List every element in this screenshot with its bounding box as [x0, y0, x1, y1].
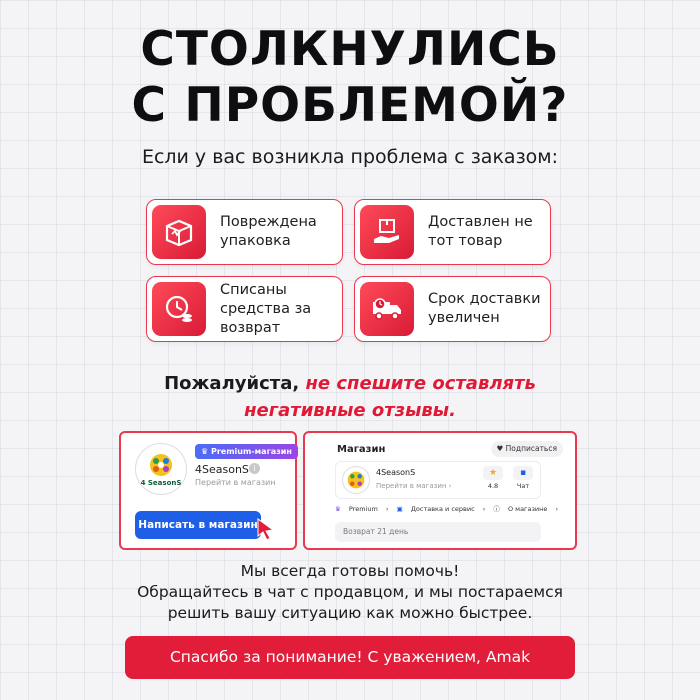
problem-label: Доставлен не тот товар: [428, 214, 533, 249]
shop-chips: [335, 504, 564, 513]
help-text: [0, 561, 700, 624]
chat-icon: ▪: [513, 466, 533, 480]
problem-label: Срок доставки увеличен: [428, 291, 541, 326]
subscribe-button[interactable]: [491, 441, 563, 457]
star-icon: ★: [483, 466, 503, 480]
shop-screenshot-left: [119, 431, 297, 550]
problem-card-delivery-delay: [354, 276, 551, 342]
thanks-banner: Спасибо за понимание! С уважением, Amak: [125, 636, 575, 679]
premium-badge: ♛ Premium-магазин: [195, 444, 298, 459]
return-info[interactable]: Возврат 21 день: [335, 522, 541, 542]
chip-premium[interactable]: ♛ Premium ›: [335, 505, 389, 513]
damaged-box-icon: [152, 205, 206, 259]
premium-badge-label: Premium-магазин: [210, 447, 292, 456]
shop-card[interactable]: [335, 461, 541, 499]
subtitle: Если у вас возникла проблема с заказом:: [141, 146, 559, 168]
problem-label: Повреждена упаковка: [220, 214, 317, 249]
help-line-1: Мы всегда готовы помочь!: [240, 562, 460, 580]
chip-about[interactable]: ⓘ О магазине ›: [493, 505, 559, 513]
flower-logo-icon: [147, 452, 175, 478]
write-to-shop-button[interactable]: Написать в магазин: [135, 511, 261, 539]
shop-logo: [135, 443, 187, 495]
shop-panel-title: Магазин: [337, 444, 386, 455]
info-icon[interactable]: i: [249, 463, 260, 474]
problem-card-damaged-package: [146, 199, 343, 265]
page-headline: [0, 22, 700, 134]
help-line-3: решить вашу ситуацию как можно быстрее.: [167, 604, 533, 622]
please-message: [0, 370, 700, 424]
headline-line-2: С ПРОБЛЕМОЙ?: [131, 78, 569, 133]
delivery-truck-icon: [360, 282, 414, 336]
shop-screenshot-right: [303, 431, 577, 550]
please-accent-2: негативные отзывы.: [244, 400, 456, 421]
subscribe-label: Подписаться: [505, 444, 557, 453]
shop-link[interactable]: Перейти в магазин: [195, 478, 276, 487]
help-line-2: Обращайтесь в чат с продавцом, и мы постараемся: [137, 583, 563, 601]
money-charged-icon: [152, 282, 206, 336]
cursor-pointer-icon: [255, 517, 277, 541]
heart-icon: ♥: [496, 444, 504, 453]
problem-label: Списаны средства за возврат: [220, 281, 312, 336]
rating-value: 4.8: [487, 482, 499, 490]
please-accent-1: не спешите оставлять: [305, 373, 536, 394]
chat-label: Чат: [516, 482, 530, 490]
shop-logo-text: 4 SeasonS: [140, 478, 182, 487]
problem-card-wrong-item: [354, 199, 551, 265]
rating-stat: [480, 466, 506, 490]
headline-line-1: СТОЛКНУЛИСЬ: [140, 22, 560, 77]
chat-stat[interactable]: [510, 466, 536, 490]
shop-logo-small: [342, 466, 370, 494]
shop-name-small: 4SeasonS: [376, 468, 416, 477]
shop-link-small[interactable]: Перейти в магазин ›: [376, 482, 452, 490]
please-prefix: Пожалуйста,: [164, 373, 300, 394]
chip-delivery[interactable]: ▣ Доставка и сервис ›: [396, 505, 486, 513]
shop-name: 4SeasonS: [195, 463, 249, 476]
problem-card-charged-return: [146, 276, 343, 342]
wrong-item-icon: [360, 205, 414, 259]
